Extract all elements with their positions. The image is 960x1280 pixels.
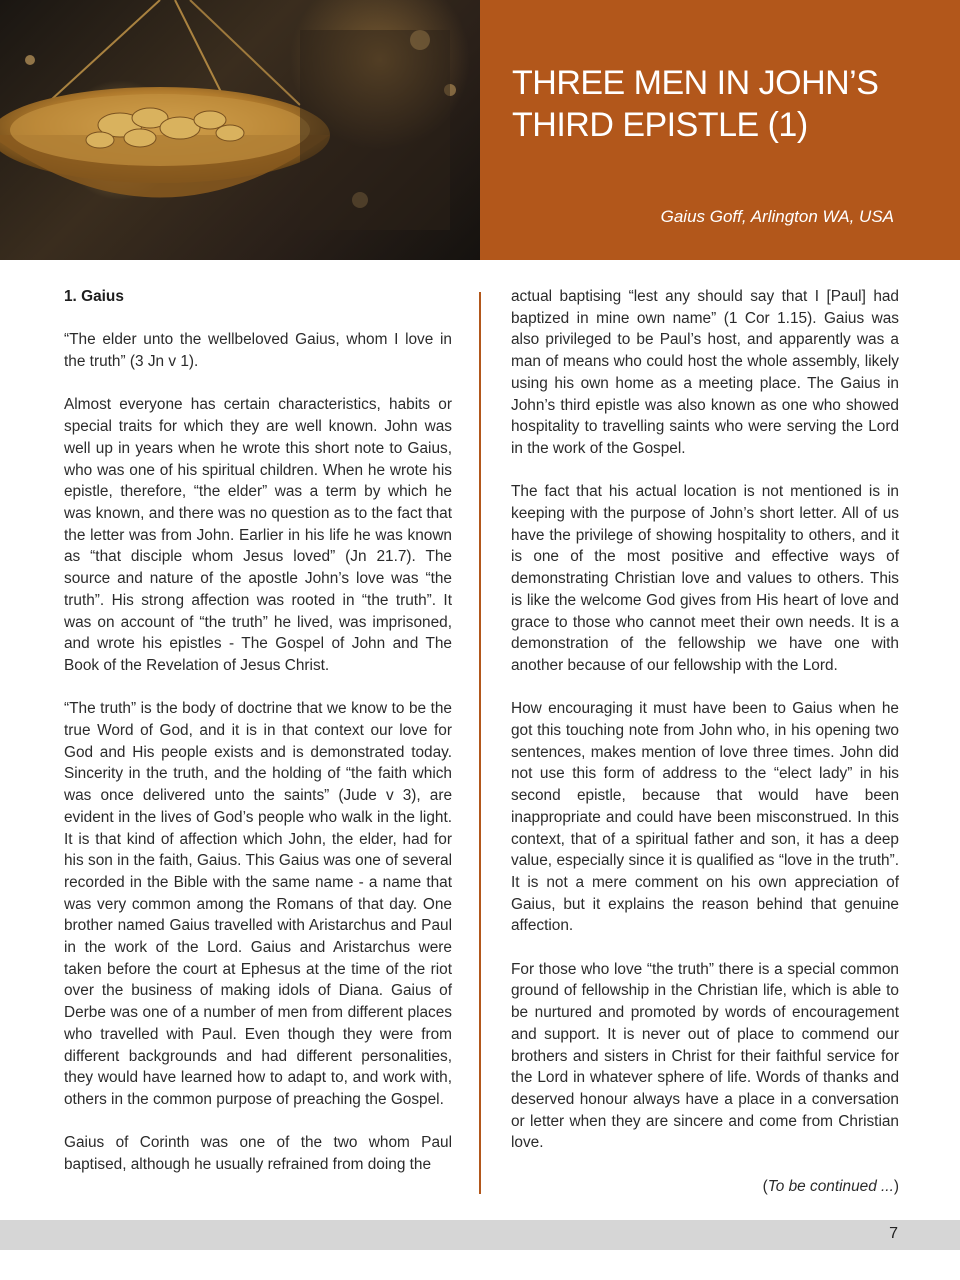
title-panel	[480, 0, 960, 260]
page-number: 7	[889, 1225, 898, 1242]
footer-bar	[0, 1220, 960, 1250]
paragraph: The fact that his actual location is not mentioned is in keeping with the purpose of John’s short letter. All of us have the privilege of showing hospitality to others, and it is one of the most positive and effective ways of demonstrating Christian love and values to others. This is like the welcome God gives from His heart of love and grace to those who cannot meet their own needs. It is a demonstration of the fellowship we have one with another because of our fellowship with the Lord.	[511, 483, 899, 674]
left-column	[64, 286, 452, 1176]
column-divider	[479, 292, 481, 1194]
right-column	[511, 286, 899, 1197]
paragraph: “The elder unto the wellbeloved Gaius, whom I love in the truth” (3 Jn v 1).	[64, 331, 452, 371]
gold-scale-illustration	[0, 0, 480, 260]
continued-note: (To be continued ...)	[762, 1177, 899, 1195]
hero-image-gold-scale	[0, 0, 480, 260]
paragraph: Almost everyone has certain characteristics, habits or special traits for which they are well known. John was well up in years when he wrote this short note to Gaius, who was one of his spiritual children. When he wrote his epistle, therefore, “the elder” was a term by which he was known, and there was no question as to the fact that the letter was from John. Earlier in his life he was known as “that disciple whom Jesus loved” (Jn 21.7). The source and nature of the apostle John’s love was “the truth”. His strong affection was rooted in “the truth”. It was on account of “the truth” he lived, was imprisoned, and wrote his epistles - The Gospel of John and The Book of the Revelation of Jesus Christ.	[64, 396, 452, 674]
article-title: THREE MEN IN JOHN’S THIRD EPISTLE (1)	[512, 64, 879, 144]
paragraph: For those who love “the truth” there is a special common ground of fellowship in the Christian life, which is able to be nurtured and promoted by words of encouragement and support. It is never out of place to commend our brothers and sisters in Christ for their faithful service for the Lord in whatever sphere of life. Words of thanks and deserved honour always have a place in a conversation or letter when they are sincere and come from Christian love.	[511, 960, 899, 1152]
paragraph: actual baptising “lest any should say that I [Paul] had baptized in mine own name” (1 Cor 1.15). Gaius was also privileged to be Paul’s host, and apparently was a man of means who could host the whole assembly, likely using his own home as a meeting place. The Gaius in John’s third epistle was also known as one who showed hospitality to travelling saints who were serving the Lord in the work of the Gospel.	[511, 288, 899, 457]
paragraph: How encouraging it must have been to Gaius when he got this touching note from John who, in his opening two sentences, makes mention of love three times. John did not use this form of address to the “elect lady” in his second epistle, because that would have been inappropriate and could have been misconstrued. In this context, that of a spiritual father and son, it has a deep value, especially since it is qualified as “love in the truth”. It is not a mere comment on his own appreciation of Gaius, but it explains the reason behind that genuine affection.	[511, 700, 899, 935]
continued-text: To be continued ...	[767, 1177, 894, 1195]
section-heading: 1. Gaius	[64, 288, 124, 305]
paragraph: “The truth” is the body of doctrine that we know to be the true Word of God, and it is in that context our love for God and His people exists and is demonstrated today. Sincerity in the truth, and the holding of “the faith which was once delivered unto the saints” (Jude v 3), are evident in the lives of God’s people who walk in the light. It is that kind of affection which John, the elder, had for his son in the faith, Gaius. This Gaius was one of several recorded in the Bible with the same name - a name that was very common among the Romans of that day. One brother named Gaius travelled with Aristarchus and Paul in the work of the Lord. Gaius and Aristarchus were taken before the court at Ephesus at the time of the riot over the business of making idols of Diana. Gaius of Derbe was one of a number of men from different places who travelled with Paul. Even though they were from different backgrounds and had different personalities, they would have learned how to adapt to, and work with, others in the common purpose of preaching the Gospel.	[64, 700, 452, 1108]
article-author: Gaius Goff, Arlington WA, USA	[660, 207, 894, 226]
paragraph: Gaius of Corinth was one of the two whom Paul baptised, although he usually refrained from doing the	[64, 1134, 452, 1174]
